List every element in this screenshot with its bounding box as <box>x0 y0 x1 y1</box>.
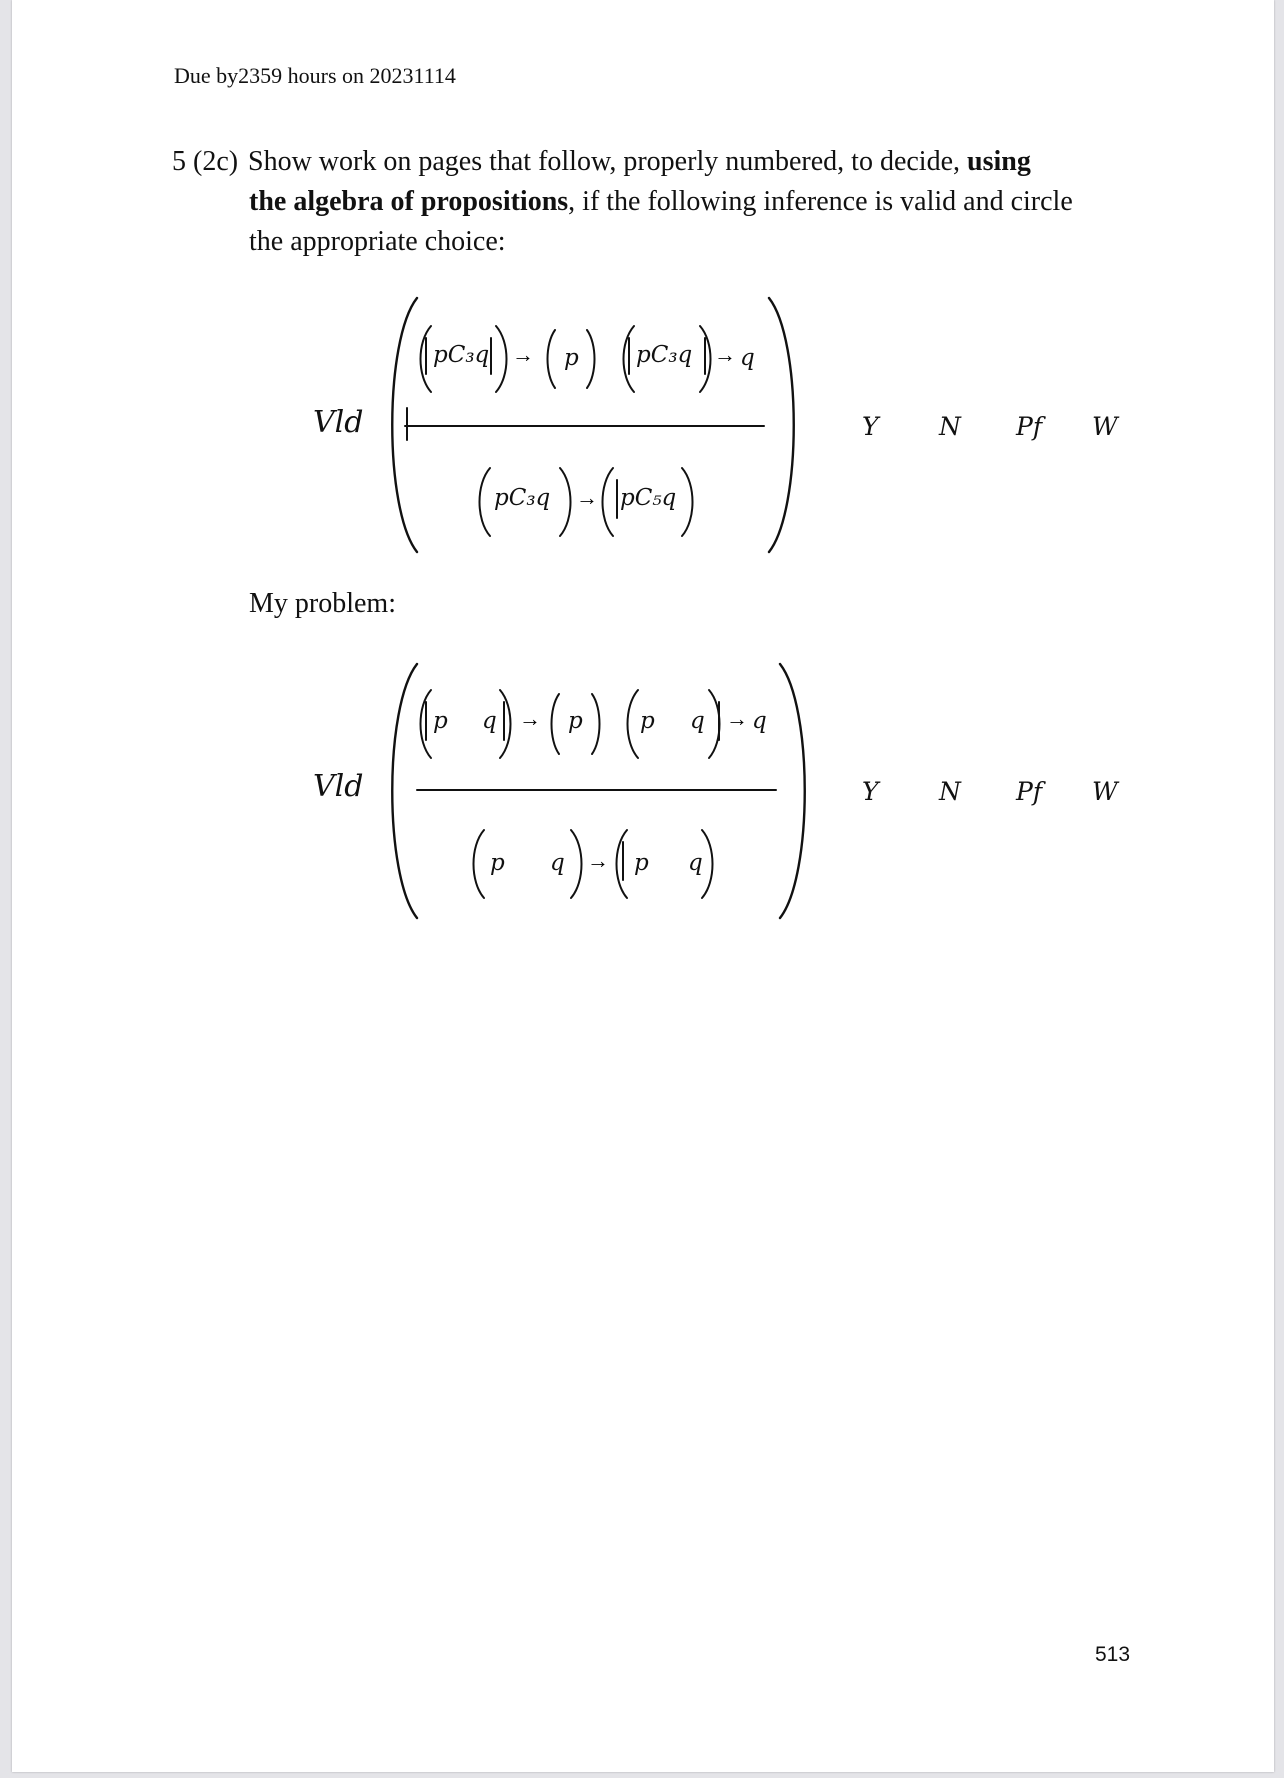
given-premise-b: p <box>564 345 579 371</box>
given-premise-c: pC₃q <box>636 342 693 368</box>
problem-bold-using: using <box>967 146 1031 177</box>
my-vld-label: Vld <box>313 769 364 804</box>
my-conclusion-p2: p <box>634 850 649 876</box>
given-conclusion-b: pC₅q <box>620 485 677 511</box>
my-premise-p3: p <box>640 708 655 734</box>
my-choice-w[interactable]: W <box>1092 777 1118 806</box>
given-arrow-3: → <box>576 485 598 510</box>
my-conclusion-p1: p <box>490 850 505 876</box>
my-premise-p2: p <box>568 708 583 734</box>
my-arrow-2: → <box>726 706 748 731</box>
given-choice-y[interactable]: Y <box>862 412 879 441</box>
my-choice-n[interactable]: N <box>939 777 961 806</box>
my-problem-label: My problem: <box>249 588 396 619</box>
document-page <box>12 0 1274 1772</box>
problem-line-3: the appropriate choice: <box>249 226 506 257</box>
given-vld-label: Vld <box>313 405 364 440</box>
my-arrow-3: → <box>587 848 609 873</box>
problem-text-2: , if the following inference is valid and circle <box>568 186 1073 217</box>
my-choice-pf[interactable]: Pf <box>1016 777 1043 806</box>
given-arrow-1: → <box>512 342 534 367</box>
given-choice-n[interactable]: N <box>939 412 961 441</box>
given-choice-pf[interactable]: Pf <box>1016 412 1043 441</box>
my-premise-q3: q <box>752 708 767 734</box>
given-premise-a: pC₃q <box>433 342 490 368</box>
my-choice-y[interactable]: Y <box>862 777 879 806</box>
my-conclusion-q1: q <box>550 850 565 876</box>
given-choice-w[interactable]: W <box>1092 412 1118 441</box>
problem-text-1: Show work on pages that follow, properly numbered, to decide, <box>248 146 968 177</box>
given-conclusion-a: pC₃q <box>494 485 551 511</box>
problem-number: 5 (2c) <box>172 146 239 177</box>
my-arrow-1: → <box>519 706 541 731</box>
my-premise-p1: p <box>433 708 448 734</box>
my-premise-q1: q <box>482 708 497 734</box>
due-date-note: Due by2359 hours on 20231114 <box>174 63 456 88</box>
my-premise-q2: q <box>690 708 705 734</box>
given-arrow-2: → <box>714 342 736 367</box>
problem-bold-algebra: the algebra of propositions <box>249 186 569 217</box>
page-number: 513 <box>1095 1643 1131 1666</box>
my-inference-brackets <box>12 0 1274 1772</box>
given-premise-d: q <box>740 345 755 371</box>
my-conclusion-q2: q <box>688 850 703 876</box>
